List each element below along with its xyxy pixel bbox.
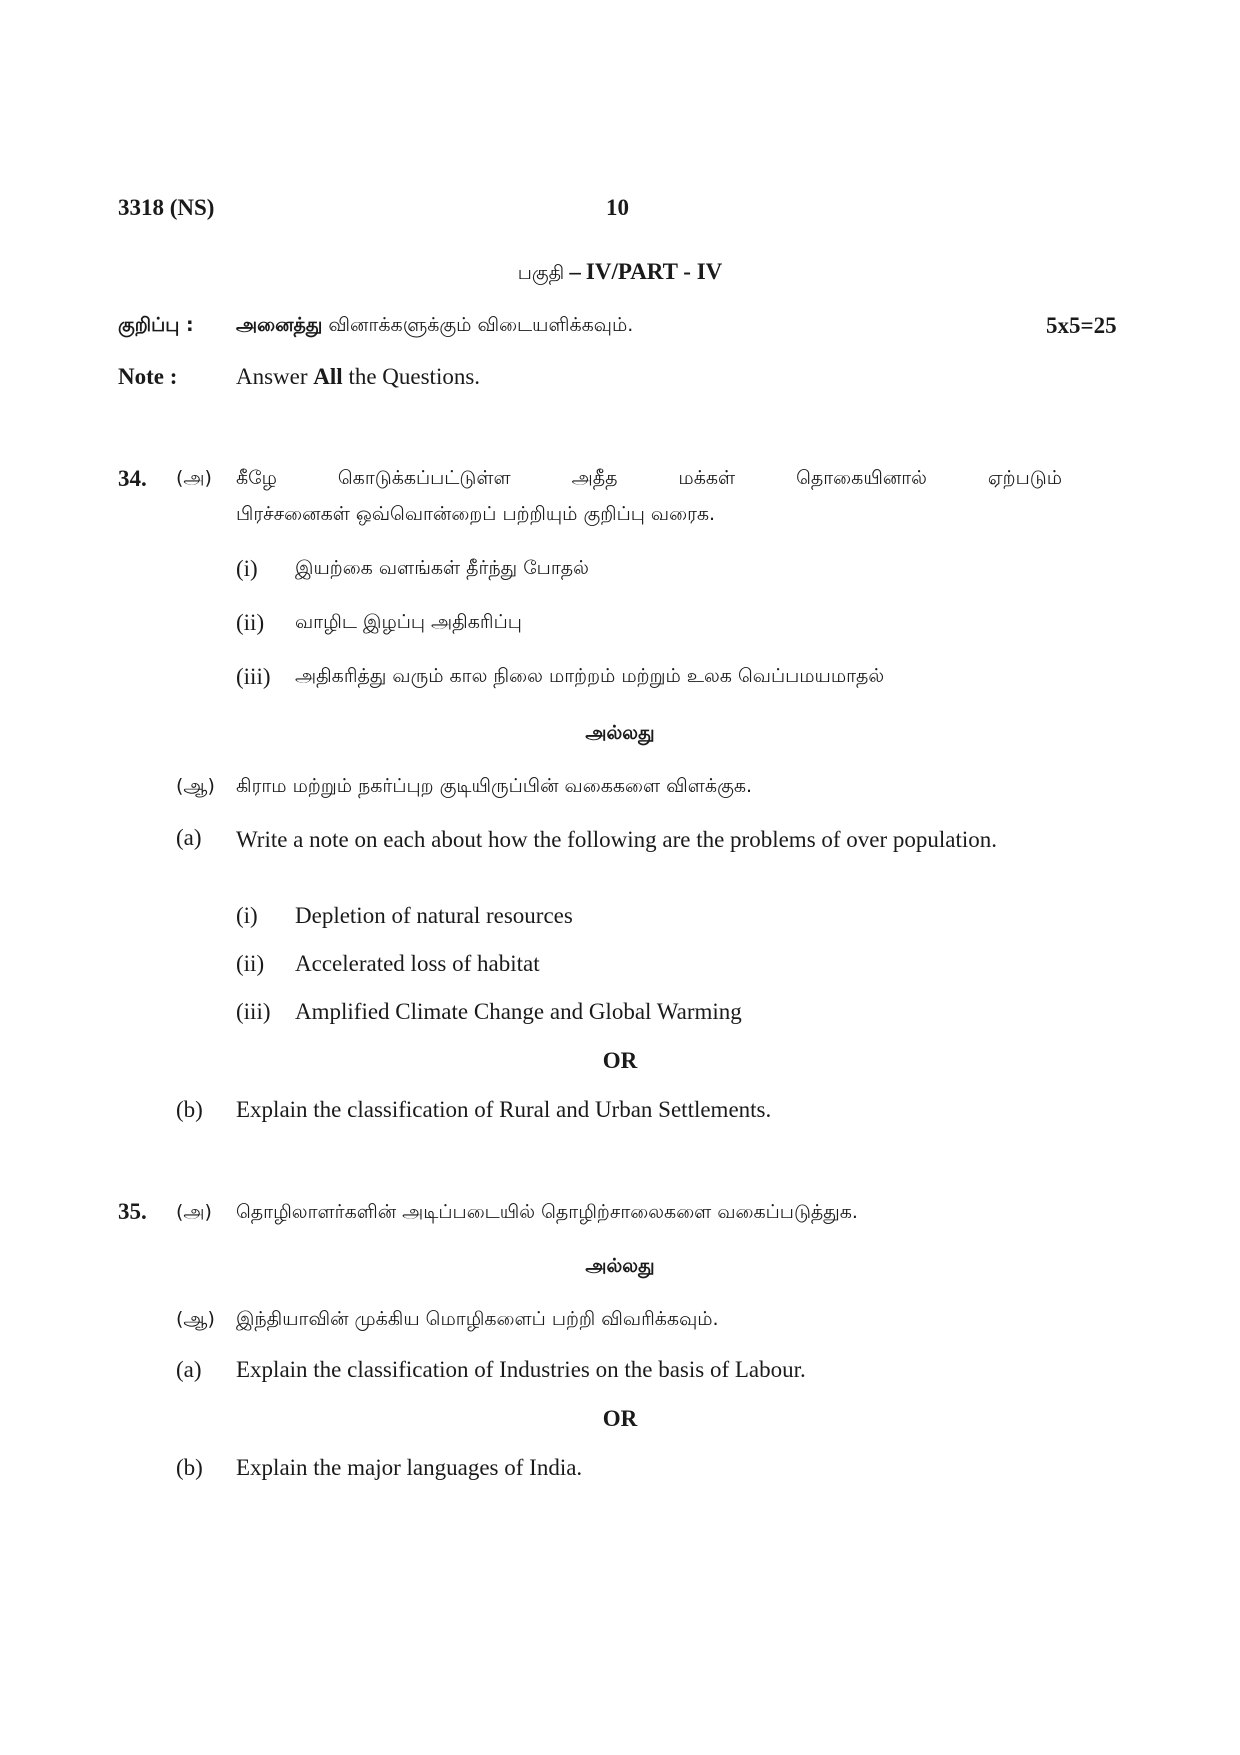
note-english-suffix: the Questions. bbox=[348, 364, 481, 389]
question-34-number: 34. bbox=[118, 466, 147, 491]
q35-a-english-label: (a) bbox=[176, 1357, 202, 1382]
q34-en-item-2-text: Accelerated loss of habitat bbox=[295, 951, 540, 976]
q35-a-tamil-text: தொழிலாளர்களின் அடிப்படையில் தொழிற்சாலைகளை வகைப்படுத்துக. bbox=[236, 1201, 858, 1223]
q35-a-tamil-label: (அ) bbox=[176, 1201, 212, 1223]
note-english-prefix: Answer bbox=[236, 364, 308, 389]
q35-b-english-label: (b) bbox=[176, 1455, 203, 1480]
q34-ta-item-2-num: (ii) bbox=[236, 610, 265, 635]
q34-a-tamil-line1: கீழே கொடுக்கப்பட்டுள்ள அதீத மக்கள் தொகையினால் ஏற்படும் bbox=[236, 467, 1062, 489]
note-tamil-bold: அனைத்து bbox=[236, 314, 323, 336]
q35-b-tamil-text: இந்தியாவின் முக்கிய மொழிகளைப் பற்றி விவரிக்கவும். bbox=[236, 1308, 719, 1330]
q34-b-english-label: (b) bbox=[176, 1097, 203, 1122]
q34-ta-item-1-num: (i) bbox=[236, 556, 258, 581]
note-tamil-label: குறிப்பு : bbox=[118, 314, 194, 336]
note-tamil-rest: வினாக்களுக்கும் விடையளிக்கவும். bbox=[328, 314, 634, 336]
question-35-number: 35. bbox=[118, 1199, 147, 1224]
q34-a-tamil-line2: பிரச்சனைகள் ஒவ்வொன்றைப் பற்றியும் குறிப்பு வரைக. bbox=[236, 503, 716, 525]
q34-ta-item-1-text: இயற்கை வளங்கள் தீர்ந்து போதல் bbox=[295, 557, 589, 579]
marks-allocation: 5x5=25 bbox=[1046, 313, 1117, 338]
q34-en-item-1-text: Depletion of natural resources bbox=[295, 903, 573, 928]
q35-b-tamil-label: (ஆ) bbox=[176, 1308, 215, 1330]
part-title-dash: – bbox=[569, 259, 581, 284]
q34-or-english: OR bbox=[602, 1048, 638, 1073]
q35-or-tamil: அல்லது bbox=[585, 1255, 655, 1277]
q34-b-tamil-label: (ஆ) bbox=[176, 775, 215, 797]
part-title bbox=[0, 259, 1240, 287]
q34-b-english-text: Explain the classification of Rural and Urban Settlements. bbox=[236, 1097, 772, 1122]
part-title-english: IV/PART - IV bbox=[585, 259, 723, 284]
note-english-bold: All bbox=[313, 364, 343, 389]
q34-a-english-label: (a) bbox=[176, 825, 202, 850]
q34-ta-item-3-text: அதிகரித்து வரும் கால நிலை மாற்றம் மற்றும் உலக வெப்பமயமாதல் bbox=[295, 665, 885, 687]
q34-ta-item-3-num: (iii) bbox=[236, 664, 271, 689]
q35-a-english-text: Explain the classification of Industries on the basis of Labour. bbox=[236, 1357, 806, 1382]
q34-en-item-3-num: (iii) bbox=[236, 999, 271, 1024]
q34-en-item-2-num: (ii) bbox=[236, 951, 265, 976]
q34-b-tamil-text: கிராம மற்றும் நகர்ப்புற குடியிருப்பின் வகைகளை விளக்குக. bbox=[236, 775, 753, 797]
note-tamil-text bbox=[236, 314, 633, 339]
q34-ta-item-2-text: வாழிட இழப்பு அதிகரிப்பு bbox=[295, 611, 522, 633]
q34-a-tamil-label: (அ) bbox=[176, 467, 212, 489]
note-english-text bbox=[236, 364, 480, 390]
q35-b-english-text: Explain the major languages of India. bbox=[236, 1455, 583, 1480]
q34-en-item-1-num: (i) bbox=[236, 903, 258, 928]
paper-code: 3318 (NS) bbox=[118, 195, 215, 220]
part-title-tamil: பகுதி bbox=[517, 262, 565, 284]
page-number: 10 bbox=[606, 195, 629, 220]
q35-or-english: OR bbox=[602, 1406, 638, 1431]
q34-a-english-text: Write a note on each about how the following are the problems of over population. bbox=[236, 827, 998, 852]
q34-or-tamil: அல்லது bbox=[585, 722, 655, 744]
note-english-label: Note : bbox=[118, 364, 178, 389]
q34-en-item-3-text: Amplified Climate Change and Global Warming bbox=[295, 999, 742, 1024]
